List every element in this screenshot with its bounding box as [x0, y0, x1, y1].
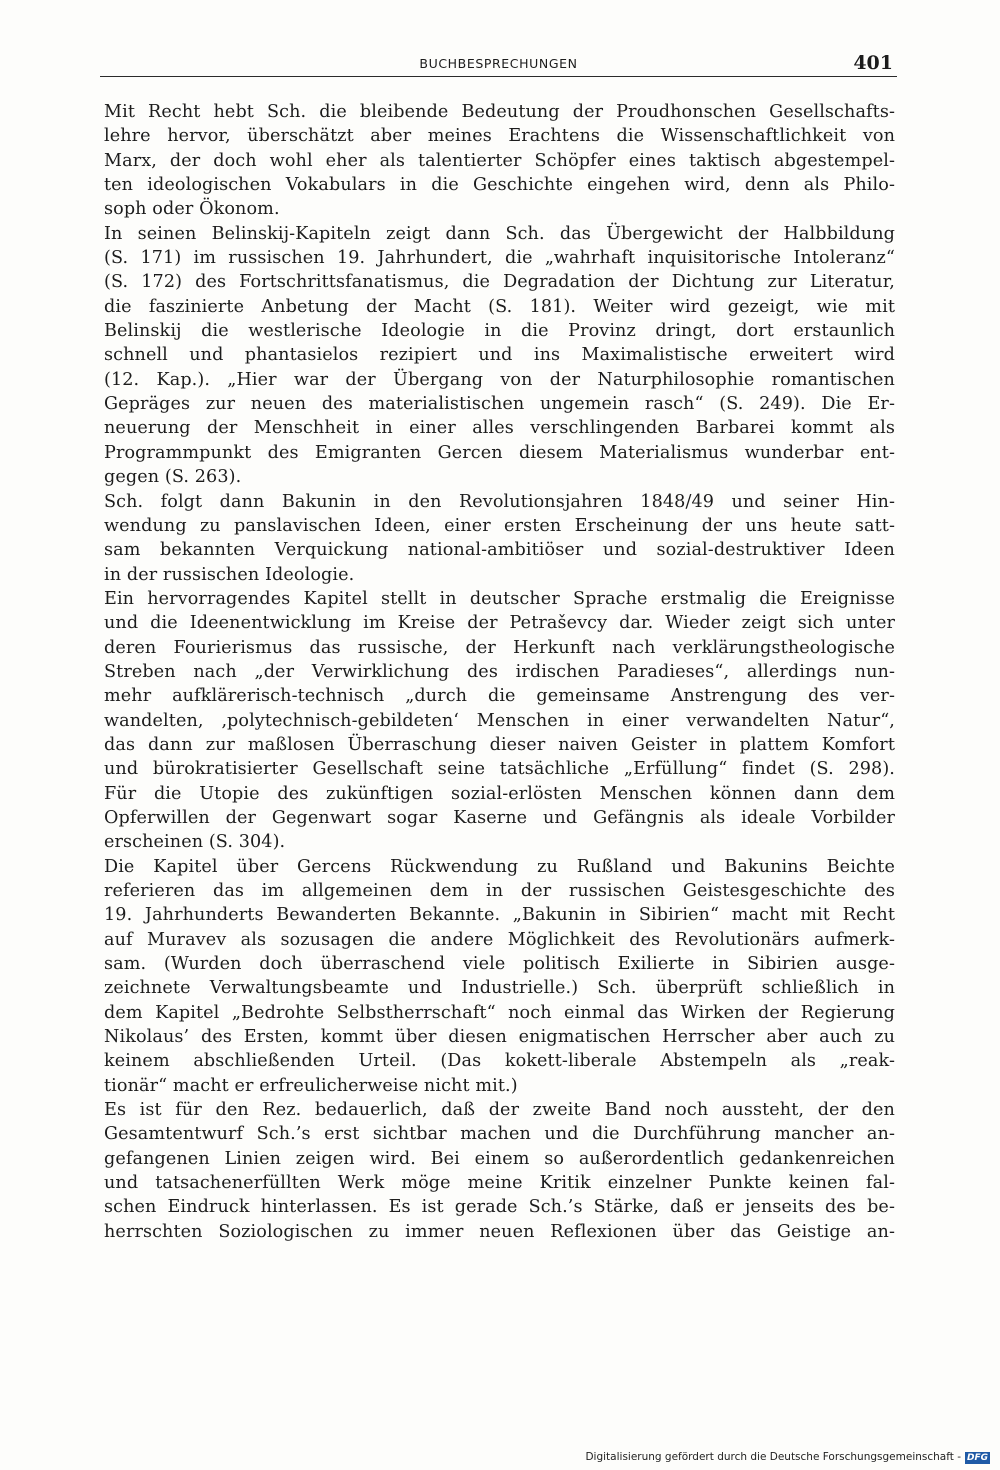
text-line: und die Ideenentwicklung im Kreise der Petraševcy dar. Wieder zeigt sich unter — [104, 613, 895, 634]
text-line: deren Fourierismus das russische, der Herkunft nach verklärungstheologische — [104, 637, 895, 658]
text-line: das dann zur maßlosen Überraschung dieser naiven Geister in plattem Komfort — [104, 734, 895, 755]
text-line: Programmpunkt des Emigranten Gercen diesem Materialismus wunderbar ent- — [104, 442, 895, 463]
text-line: keinem abschließenden Urteil. (Das kokett-liberale Abstempeln als „reak- — [104, 1051, 895, 1072]
text-line: dem Kapitel „Bedrohte Selbstherrschaft“ noch einmal das Wirken der Regierung — [104, 1002, 895, 1023]
paragraph — [104, 490, 895, 587]
text-line: (12. Kap.). „Hier war der Übergang von der Naturphilosophie romantischen — [104, 369, 895, 390]
text-line: lehre hervor, überschätzt aber meines Erachtens die Wissenschaftlichkeit von — [104, 126, 895, 147]
text-line: Gepräges zur neuen des materialistischen ungemein rasch“ (S. 249). Die Er- — [104, 394, 895, 415]
text-line: Belinskij die westlerische Ideologie in die Provinz dringt, dort erstaunlich — [104, 321, 895, 342]
paragraph — [104, 222, 895, 490]
running-head — [100, 54, 897, 76]
text-line: schnell und phantasielos rezipiert und ins Maximalistische erweitert wird — [104, 345, 895, 366]
text-line: Mit Recht hebt Sch. die bleibende Bedeutung der Proudhonschen Gesellschafts- — [104, 102, 895, 122]
page-number: 401 — [853, 52, 893, 74]
text-line: erscheinen (S. 304). — [104, 832, 286, 853]
text-line: wandelten, ‚polytechnisch-gebildeten‘ Menschen in einer verwandelten Natur“, — [104, 710, 895, 731]
text-line: gefangenen Linien zeigen wird. Bei einem so außerordentlich gedankenreichen — [104, 1148, 895, 1169]
text-line: neuerung der Menschheit in einer alles verschlingenden Barbarei kommt als — [104, 418, 895, 439]
dfg-logo: DFG — [966, 1453, 988, 1463]
text-line: ten ideologischen Vokabulars in die Geschichte eingehen wird, denn als Philo- — [104, 175, 895, 196]
header-rule — [100, 76, 897, 77]
text-line: die faszinierte Anbetung der Macht (S. 181). Weiter wird gezeigt, wie mit — [104, 296, 895, 317]
paragraph — [104, 100, 895, 222]
text-line: gegen (S. 263). — [104, 467, 242, 488]
funding-note: Digitalisierung gefördert durch die Deutsche Forschungsgemeinschaft - — [585, 1451, 961, 1463]
review-text-body — [104, 100, 895, 1244]
text-line: referieren das im allgemeinen dem in der russischen Geistesgeschichte des — [104, 881, 895, 901]
text-line: Gesamtentwurf Sch.’s erst sichtbar machen und die Durchführung mancher an- — [104, 1124, 895, 1145]
paragraph — [104, 1098, 895, 1244]
text-line: Sch. folgt dann Bakunin in den Revolutionsjahren 1848/49 und seiner Hin- — [104, 491, 895, 512]
text-line: Ein hervorragendes Kapitel stellt in deutscher Sprache erstmalig die Ereignisse — [104, 588, 895, 609]
text-line: Nikolaus’ des Ersten, kommt über diesen enigmatischen Herrscher aber auch zu — [104, 1027, 895, 1048]
text-line: wendung zu panslavischen Ideen, einer ersten Erscheinung der uns heute satt- — [104, 515, 895, 536]
text-line: Die Kapitel über Gercens Rückwendung zu Rußland und Bakunins Beichte — [104, 856, 895, 877]
running-title: BUCHBESPRECHUNGEN — [419, 56, 578, 71]
text-line: Opferwillen der Gegenwart sogar Kaserne und Gefängnis als ideale Vorbilder — [104, 807, 895, 828]
text-line: sam. (Wurden doch überraschend viele politisch Exilierte in Sibirien ausge- — [104, 954, 895, 975]
text-line: in der russischen Ideologie. — [104, 564, 355, 585]
text-line: Es ist für den Rez. bedauerlich, daß der zweite Band noch aussteht, der den — [104, 1100, 895, 1121]
digitization-footer — [585, 1451, 990, 1464]
text-line: (S. 172) des Fortschrittsfanatismus, die Degradation der Dichtung zur Literatur, — [104, 272, 895, 293]
text-line: auf Muravev als sozusagen die andere Möglichkeit des Revolutionärs aufmerk- — [104, 929, 895, 950]
text-line: Für die Utopie des zukünftigen sozial-erlösten Menschen können dann dem — [104, 783, 895, 804]
text-line: mehr aufklärerisch-technisch „durch die gemeinsame Anstrengung des ver- — [104, 686, 895, 707]
text-line: schen Eindruck hinterlassen. Es ist gerade Sch.’s Stärke, daß er jenseits des be- — [104, 1197, 895, 1218]
text-line: Marx, der doch wohl eher als talentierter Schöpfer eines taktisch abgestempel- — [104, 150, 895, 171]
paragraph — [104, 855, 895, 1098]
text-line: und bürokratisierter Gesellschaft seine tatsächliche „Erfüllung“ findet (S. 298). — [104, 759, 895, 780]
paragraph — [104, 587, 895, 855]
text-line: zeichnete Verwaltungsbeamte und Industrielle.) Sch. überprüft schließlich in — [104, 978, 895, 999]
text-line: und tatsachenerfüllten Werk möge meine Kritik einzelner Punkte keinen fal- — [104, 1173, 895, 1194]
text-line: In seinen Belinskij-Kapiteln zeigt dann Sch. das Übergewicht der Halbbildung — [104, 223, 895, 244]
text-line: herrschten Soziologischen zu immer neuen Reflexionen über das Geistige an- — [104, 1221, 895, 1242]
text-line: tionär“ macht er erfreulicherweise nicht mit.) — [104, 1075, 518, 1096]
text-line: sam bekannten Verquickung national-ambitiöser und sozial-destruktiver Ideen — [104, 540, 895, 561]
text-line: Streben nach „der Verwirklichung des irdischen Paradieses“, allerdings nun- — [104, 661, 895, 682]
text-line: soph oder Ökonom. — [104, 199, 280, 220]
text-line: (S. 171) im russischen 19. Jahrhundert, die „wahrhaft inquisitorische Intoleranz“ — [104, 248, 895, 269]
text-line: 19. Jahrhunderts Bewanderten Bekannte. „Bakunin in Sibirien“ macht mit Recht — [104, 905, 895, 926]
